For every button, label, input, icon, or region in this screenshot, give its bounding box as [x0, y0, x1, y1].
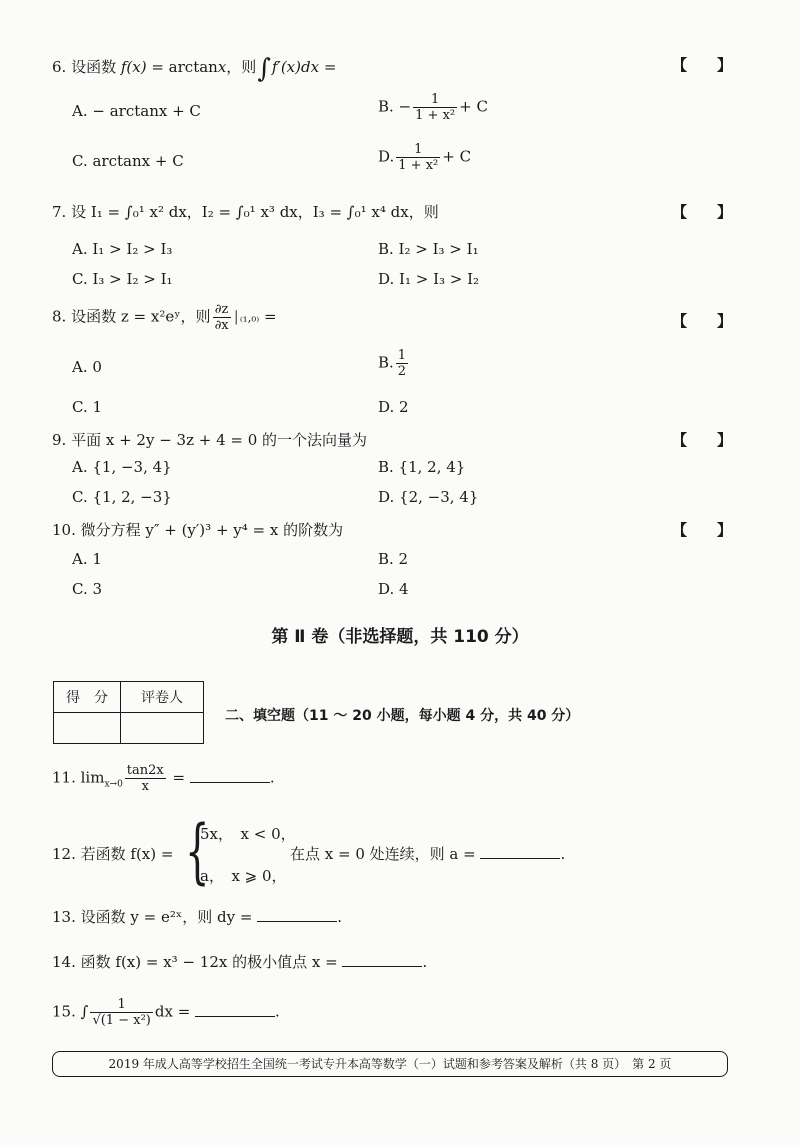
q7-option-c[interactable]: C. I₃ > I₂ > I₁	[72, 270, 173, 288]
answer-blank-13[interactable]	[257, 907, 337, 922]
q12-case-1: 5x， x < 0，	[200, 825, 296, 843]
fraction: $\frac{1}{\text{1 + x²}}$	[398, 142, 439, 173]
answer-bracket-8[interactable]: 【 】	[672, 312, 733, 330]
question-12-prefix: 12. 若函数 f(x) =	[52, 845, 174, 863]
partial-derivative: $\frac{\partial z}{\partial x}$	[214, 302, 229, 333]
section-title: 第 Ⅱ 卷（非选择题，共 110 分）	[271, 627, 529, 647]
question-11: 11. $\lim_{x\to 0}$ $\frac{\tan 2x}{x}$ = .	[52, 763, 275, 794]
q12-case-2: a， x ⩾ 0，	[200, 867, 287, 885]
question-15: 15. ∫ $\frac{1}{\text{√(1 − x²)}}$ dx = .	[52, 997, 280, 1028]
question-10-stem: 10. 微分方程 y″ + (y′)³ + y⁴ = x 的阶数为	[52, 521, 344, 539]
q10-option-b[interactable]: B. 2	[378, 550, 409, 568]
q10-option-c[interactable]: C. 3	[72, 580, 103, 598]
q8-option-a[interactable]: A. 0	[72, 358, 102, 376]
score-label: 得 分	[54, 682, 121, 713]
question-8-stem: 8. 设函数 z = x²eʸ，则 $\frac{\partial z}{\partial x}$ │₍₁,₀₎ =	[52, 302, 277, 333]
q10-option-a[interactable]: A. 1	[72, 550, 102, 568]
fraction: $\frac{1}{2}$	[397, 348, 407, 379]
grader-cell[interactable]	[121, 713, 204, 744]
question-14: 14. 函数 f(x) = x³ − 12x 的极小值点 x = .	[52, 953, 428, 971]
piecewise-brace: {	[185, 810, 210, 892]
answer-bracket-7[interactable]: 【 】	[672, 203, 733, 221]
q6-option-d[interactable]: D. $\frac{1}{\text{1 + x²}}$ + C	[378, 142, 472, 173]
answer-blank-12[interactable]	[480, 844, 560, 859]
q6-option-b[interactable]: B. − $\frac{1}{\text{1 + x²}}$ + C	[378, 92, 488, 123]
question-6-stem: 6. 设函数 f(x) = arctanx，则∫f′(x)dx =	[52, 54, 337, 84]
answer-blank-15[interactable]	[195, 1002, 275, 1017]
q7-option-a[interactable]: A. I₁ > I₂ > I₃	[72, 240, 173, 258]
score-cell[interactable]	[54, 713, 121, 744]
q9-option-d[interactable]: D. {2, −3, 4}	[378, 488, 479, 506]
question-9-stem: 9. 平面 x + 2y − 3z + 4 = 0 的一个法向量为	[52, 431, 368, 449]
answer-bracket-10[interactable]: 【 】	[672, 521, 733, 539]
q8-option-d[interactable]: D. 2	[378, 398, 409, 416]
question-12-tail: 在点 x = 0 处连续，则 a = .	[290, 845, 566, 863]
answer-bracket-9[interactable]: 【 】	[672, 431, 733, 449]
q6-option-a[interactable]: A. − arctanx + C	[72, 102, 201, 120]
q7-option-b[interactable]: B. I₂ > I₃ > I₁	[378, 240, 479, 258]
question-13: 13. 设函数 y = e²ˣ，则 dy = .	[52, 908, 342, 926]
q8-option-b[interactable]: B. $\frac{1}{2}$	[378, 348, 407, 379]
answer-bracket-6[interactable]: 【 】	[672, 56, 733, 74]
fraction: $\frac{1}{\text{√(1 − x²)}}$	[92, 997, 151, 1028]
fill-in-section-title: 二、填空题（11 ～ 20 小题，每小题 4 分，共 40 分）	[225, 708, 580, 724]
answer-blank-11[interactable]	[190, 768, 270, 783]
q9-option-b[interactable]: B. {1, 2, 4}	[378, 458, 466, 476]
q9-option-a[interactable]: A. {1, −3, 4}	[72, 458, 172, 476]
q9-option-c[interactable]: C. {1, 2, −3}	[72, 488, 172, 506]
q8-option-c[interactable]: C. 1	[72, 398, 103, 416]
fraction: $\frac{1}{\text{1 + x²}}$	[415, 92, 456, 123]
score-table	[53, 681, 204, 744]
q6-option-c[interactable]: C. arctanx + C	[72, 152, 184, 170]
fraction: $\frac{\tan 2x}{x}$	[126, 763, 164, 794]
question-7-stem: 7. 设 I₁ = ∫₀¹ x² dx，I₂ = ∫₀¹ x³ dx，I₃ = ∫₀¹ x⁴ dx，则	[52, 203, 439, 221]
page-footer: 2019 年成人高等学校招生全国统一考试专升本高等数学（一）试题和参考答案及解析（共 8 页） 第 2 页	[52, 1051, 728, 1077]
q7-option-d[interactable]: D. I₁ > I₃ > I₂	[378, 270, 480, 288]
grader-label: 评卷人	[121, 682, 204, 713]
q10-option-d[interactable]: D. 4	[378, 580, 409, 598]
answer-blank-14[interactable]	[342, 952, 422, 967]
